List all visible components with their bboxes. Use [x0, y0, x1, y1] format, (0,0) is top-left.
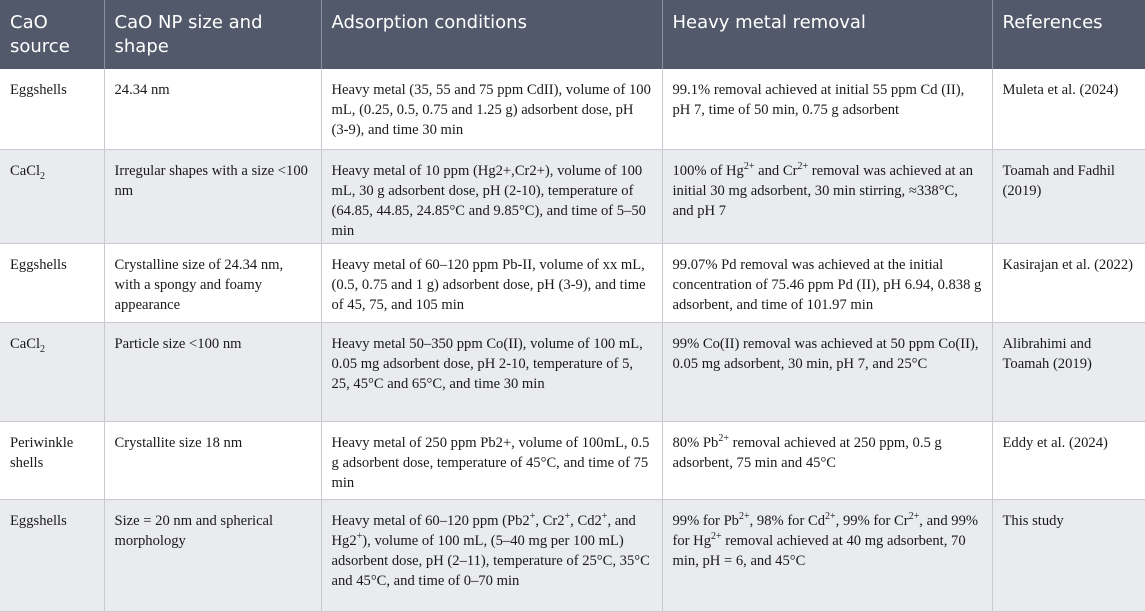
- conditions-text: Heavy metal of 60–120 ppm (Pb2: [331, 512, 530, 529]
- cell-source: [0, 322, 104, 421]
- cell-size: 24.34 nm: [104, 69, 321, 149]
- cell-reference: Kasirajan et al. (2022): [992, 243, 1145, 322]
- cell-reference: Muleta et al. (2024): [992, 69, 1145, 149]
- cell-source: Eggshells: [0, 69, 104, 149]
- cell-conditions: Heavy metal (35, 55 and 75 ppm CdII), volume of 100 mL, (0.25, 0.5, 0.75 and 1.25 g) adsorbent dose, pH (3-9), and time 30 min: [321, 69, 662, 149]
- cell-removal: 99.1% removal achieved at initial 55 ppm Cd (II), pH 7, time of 50 min, 0.75 g adsorbent: [662, 69, 992, 149]
- source-text: CaCl: [10, 335, 40, 352]
- removal-superscript: 2+: [718, 432, 729, 444]
- header-references: References: [1002, 12, 1103, 33]
- table-row: [0, 499, 1145, 611]
- conditions-superscript: +: [564, 510, 571, 522]
- header-np-size-shape: CaO NP size and shape: [104, 0, 321, 69]
- cell-reference: This study: [992, 499, 1145, 611]
- source-text: CaCl: [10, 162, 40, 179]
- cell-removal: [662, 149, 992, 243]
- cell-source: Periwinkle shells: [0, 421, 104, 499]
- cell-source: [0, 149, 104, 243]
- conditions-text: , Cr2: [535, 512, 565, 529]
- cell-source: Eggshells: [0, 243, 104, 322]
- source-subscript: 2: [40, 343, 45, 355]
- conditions-superscript: +: [601, 510, 608, 522]
- removal-superscript: 2+: [797, 160, 809, 172]
- cell-removal: 99% Co(II) removal was achieved at 50 ppm Co(II), 0.05 mg adsorbent, 30 min, pH 7, and 25°C: [662, 322, 992, 421]
- cell-reference: Alibrahimi and Toamah (2019): [992, 322, 1145, 421]
- cell-size: Crystalline size of 24.34 nm, with a spongy and foamy appearance: [104, 243, 321, 322]
- removal-superscript: 2+: [908, 510, 920, 522]
- removal-text: , and 99% for Hg: [672, 512, 979, 549]
- header-heavy-metal-removal: Heavy metal removal: [662, 0, 992, 69]
- cell-conditions: Heavy metal of 60–120 ppm Pb-II, volume of xx mL, (0.5, 0.75 and 1 g) adsorbent dose, pH (3-9), and time of 45, 75, and 105 min: [321, 243, 662, 322]
- conditions-text: , and Hg2: [331, 512, 636, 549]
- cell-source: Eggshells: [0, 499, 104, 611]
- cell-size: Crystallite size 18 nm: [104, 421, 321, 499]
- conditions-text: ), volume of 100 mL, (5–40 mg per 100 mL) adsorbent dose, pH (2–11), temperature of 25°C, 35°C and 45°C, and time of 0–70 min: [331, 532, 650, 589]
- removal-text: , 98% for Cd: [749, 512, 826, 529]
- cell-conditions: [321, 499, 662, 611]
- table-row: [0, 69, 1145, 149]
- cell-size: Size = 20 nm and spherical morphology: [104, 499, 321, 611]
- removal-text: 99% for Pb: [672, 512, 739, 529]
- conditions-text: , Cd2: [570, 512, 602, 529]
- table-header-row: [0, 0, 1145, 69]
- table-row: [0, 149, 1145, 243]
- table-row: [0, 421, 1145, 499]
- removal-text: and Cr: [754, 162, 798, 179]
- cell-removal: 99.07% Pd removal was achieved at the initial concentration of 75.46 ppm Pd (II), pH 6.94, 0.838 g adsorbent, and time of 101.97 min: [662, 243, 992, 322]
- cell-size: Irregular shapes with a size <100 nm: [104, 149, 321, 243]
- removal-text: 100% of Hg: [672, 162, 744, 179]
- conditions-superscript: +: [529, 510, 536, 522]
- cell-size: Particle size <100 nm: [104, 322, 321, 421]
- source-subscript: 2: [40, 170, 45, 182]
- removal-text: 80% Pb: [672, 434, 719, 451]
- cell-conditions: Heavy metal 50–350 ppm Co(II), volume of 100 mL, 0.05 mg adsorbent dose, pH 2-10, temperature of 5, 25, 45°C and 65°C, and time 30 min: [321, 322, 662, 421]
- removal-superscript: 2+: [738, 510, 750, 522]
- removal-superscript: 2+: [711, 530, 722, 542]
- header-adsorption-conditions: Adsorption conditions: [321, 0, 662, 69]
- cell-conditions: Heavy metal of 250 ppm Pb2+, volume of 100mL, 0.5 g adsorbent dose, temperature of 45°C, and time of 75 min: [321, 421, 662, 499]
- removal-text: removal achieved at 40 mg adsorbent, 70 min, pH = 6, and 45°C: [672, 532, 966, 569]
- removal-text: removal was achieved at an initial 30 mg adsorbent, 30 min stirring, ≈338°C, and pH 7: [672, 162, 974, 219]
- cell-removal: [662, 421, 992, 499]
- header-cao-source: CaO source: [0, 0, 104, 69]
- cell-removal: [662, 499, 992, 611]
- conditions-superscript: +: [356, 530, 363, 542]
- cell-conditions: Heavy metal of 10 ppm (Hg2+,Cr2+), volume of 100 mL, 30 g adsorbent dose, pH (2-10), temperature of (64.85, 44.85, 24.85°C and 9.85°C), and time of 5–50 min: [321, 149, 662, 243]
- removal-superscript: 2+: [825, 510, 836, 522]
- table-row: [0, 243, 1145, 322]
- cell-reference: Eddy et al. (2024): [992, 421, 1145, 499]
- cell-reference: Toamah and Fadhil (2019): [992, 149, 1145, 243]
- removal-text: removal achieved at 250 ppm, 0.5 g adsorbent, 75 min and 45°C: [672, 434, 942, 471]
- removal-text: , 99% for Cr: [835, 512, 909, 529]
- table-row: [0, 322, 1145, 421]
- removal-superscript: 2+: [743, 160, 755, 172]
